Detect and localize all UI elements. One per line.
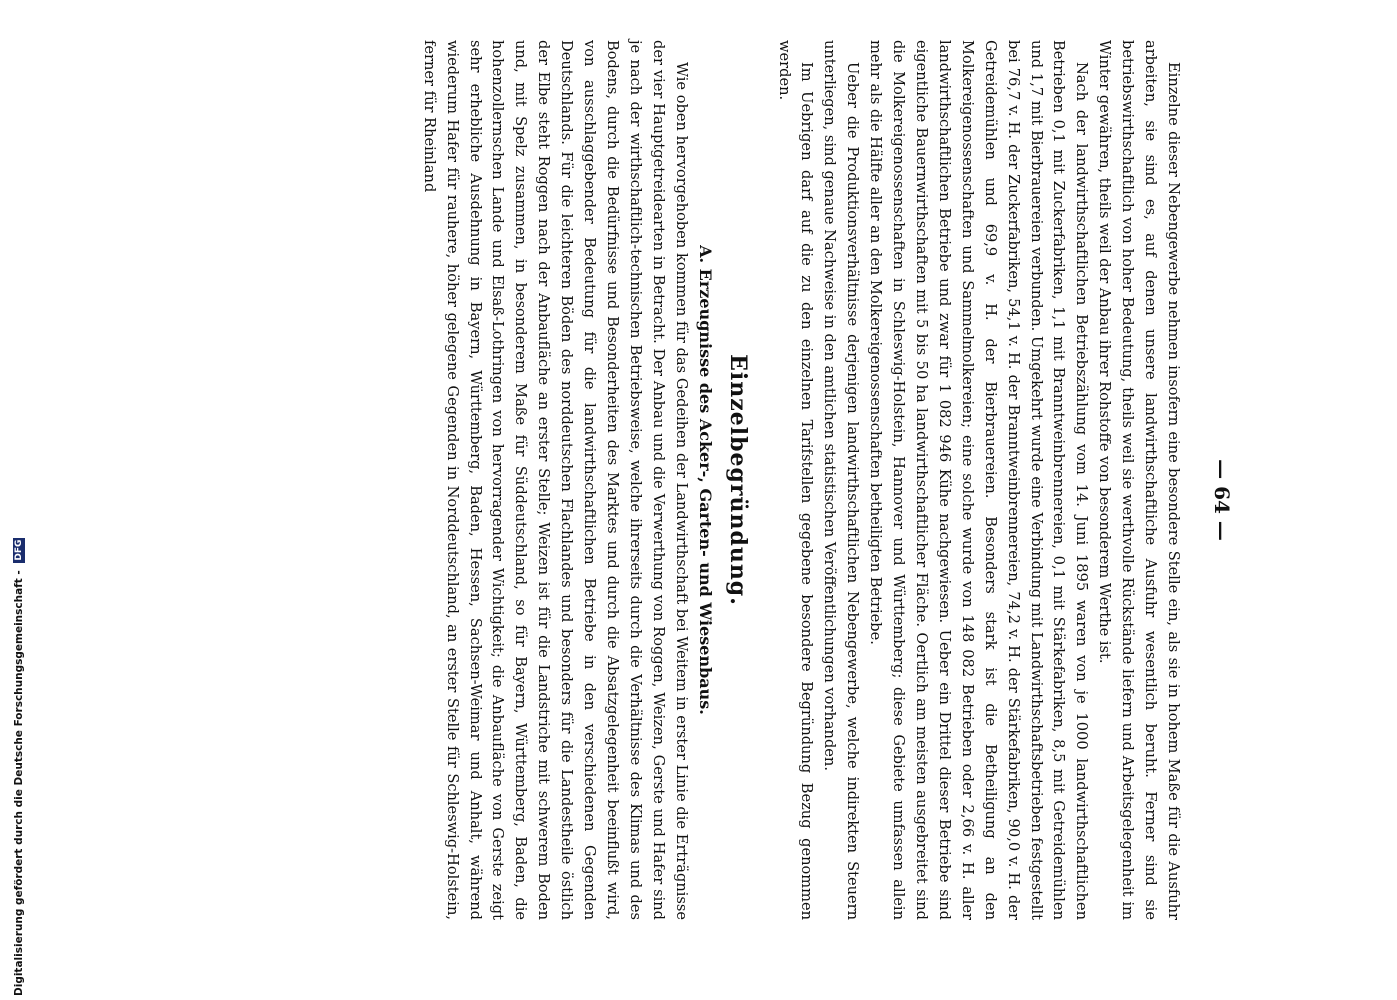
paragraph: Im Uebrigen darf auf die zu den einzelnen Tarifstellen gegebene besondere Begründung Bezug genommen werden. xyxy=(775,40,816,920)
section-heading: Einzelbegründung. xyxy=(724,354,751,606)
digitization-note-text xyxy=(13,538,25,996)
dfg-logo-icon: DFG xyxy=(14,539,24,561)
digitization-note xyxy=(0,0,25,1000)
page-content xyxy=(134,0,1234,1000)
paragraph: Ueber die Produktionsverhältnisse derjenigen landwirthschaftlichen Nebengewerbe, welche indirekten Steuern unterliegen, sind genaue Nachweise in den amtlichen statistischen Veröffentlichungen vorhanden. xyxy=(821,40,862,920)
page-number: — 64 — xyxy=(1210,459,1234,541)
paragraph: Einzelne dieser Nebengewerbe nehmen insofern eine besondere Stelle ein, als sie in hohem Maße für die Ausfuhr arbeiten, sie sind es, auf denen unsere landwirthschaftliche Ausfuhr wesentlich beruht. Ferner sind sie betriebswirthschaftlich von hoher Bedeutung, theils weil sie werthvolle Rückstände liefern und Arbeitsgelegenheit im Winter gewähren, theils weil der Anbau ihrer Rohstoffe von besonderem Werthe ist. xyxy=(1096,40,1182,920)
paragraph: Wie oben hervorgehoben kommen für das Gedeihen der Landwirthschaft bei Weitem in erster Linie die Erträgnisse der vier Hauptgetreidearten in Betracht. Der Anbau und die Verwerthung von Roggen, Weizen, Gerste und Hafer sind je nach der wirthschaftlich-technischen Betriebsweise, welche ihrerseits durch die Verhältnisse des Klimas und des Bodens, durch die Bedürfnisse und Besonderheiten des Marktes und durch die Absatzgelegenheit beeinflußt wird, von ausschlaggebender Bedeutung für die landwirthschaftlichen Betriebe in den verschiedenen Gegenden Deutschlands. Für die leichteren Böden des norddeutschen Flachlandes und besonders für die Landestheile östlich der Elbe steht Roggen nach der Anbaufläche an erster Stelle; Weizen ist für die Landstriche mit schwerem Boden und, mit Spelz zusammen, in besonderem Maße für Süddeutschland, so für Bayern, Württemberg, Baden, die hohenzollernschen Lande und Elsaß-Lothringen von hervorragender Wichtigkeit; die Anbaufläche von Gerste zeigt sehr erhebliche Ausdehnung in Bayern, Württemberg, Baden, Hessen, Sachsen-Weimar und Anhalt, während wiederum Hafer für rauhere, höher gelegene Gegenden in Norddeutschland, an erster Stelle für Schleswig-Holstein, ferner für Rheinland xyxy=(420,40,690,920)
subsection-heading: A. Erzeugnisse des Acker-, Garten- und Wiesenbaus. xyxy=(695,245,715,715)
digitization-credit: Digitalisierung gefördert durch die Deutsche Forschungsgemeinschaft - xyxy=(13,570,25,996)
paragraph: Nach der landwirthschaftlichen Betriebszählung vom 14. Juni 1895 waren von je 1000 landwirthschaftlichen Betrieben 0,1 mit Zuckerfabriken, 1,1 mit Branntweinbrennereien, 0,1 mit Stärkefabriken, 8,5 mit Getreidemühlen und 1,7 mit Bierbrauereien verbunden. Umgekehrt wurde eine Verbindung mit Landwirthschaftsbetrieben festgestellt bei 76,7 v. H. der Zuckerfabriken, 54,1 v. H. der Branntweinbrennereien, 74,2 v. H. der Stärkefabriken, 90,0 v. H. der Getreidemühlen und 69,9 v. H. der Bierbrauereien. Besonders stark ist die Betheiligung an den Molkereigenossenschaften und Sammelmolkereien; eine solche wurde von 148 082 Betrieben oder 2,66 v. H. aller landwirthschaftlichen Betriebe und zwar für 1 082 946 Kühe nachgewiesen. Ueber ein Drittel dieser Betriebe sind eigentliche Bauernwirthschaften mit 5 bis 50 ha landwirthschaftlicher Fläche. Oertlich am meisten ausgebreitet sind die Molkereigenossenschaften in Schleswig-Holstein, Hannover und Württemberg; diese Gebiete umfassen allein mehr als die Hälfte aller an den Molkereigenossenschaften betheiligten Betriebe. xyxy=(867,40,1091,920)
text-column xyxy=(417,40,1184,920)
